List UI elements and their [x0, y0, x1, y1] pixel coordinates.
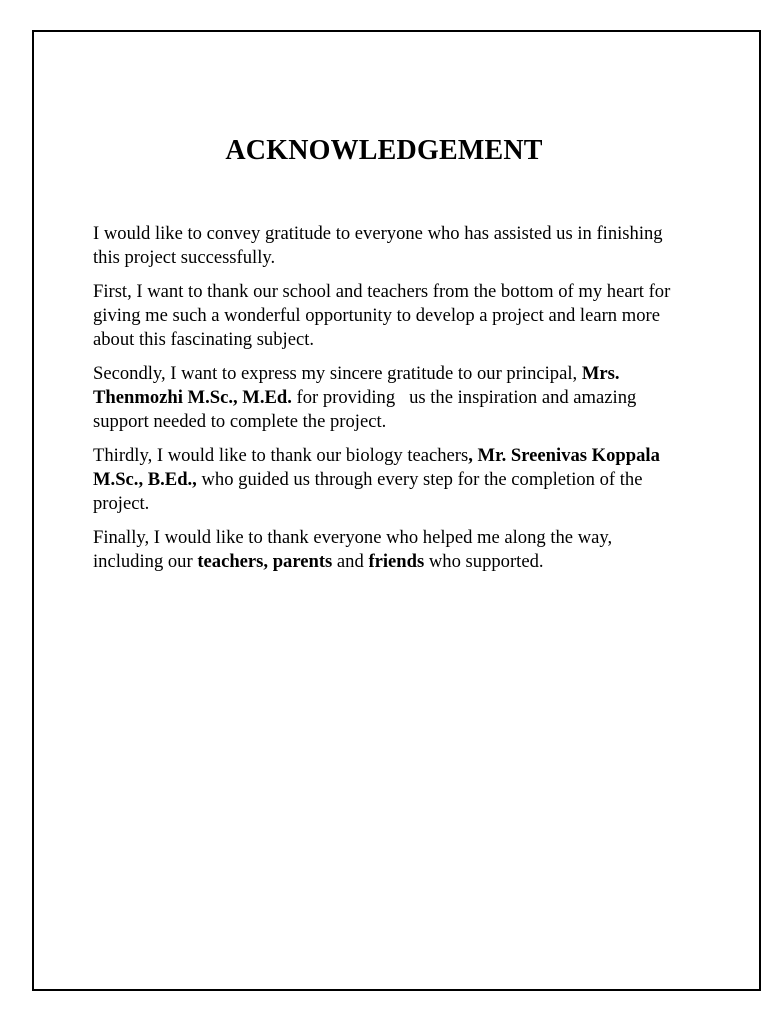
- paragraph-1-text: I would like to convey gratitude to everyone who has assisted us in finishing this project successfully.: [93, 223, 663, 268]
- paragraph-5-text-end: who supported.: [424, 551, 544, 572]
- paragraph-4-text-end: who guided us through every step for the completion of the project.: [93, 469, 643, 514]
- paragraph-4-text-start: Thirdly, I would like to thank our biology teachers: [93, 445, 469, 466]
- paragraph-5: [93, 526, 678, 574]
- friends-bold: friends: [368, 551, 425, 572]
- page-title: ACKNOWLEDGEMENT: [225, 135, 543, 166]
- paragraph-2: [93, 280, 678, 352]
- paragraph-1: [93, 222, 678, 270]
- teachers-parents-bold: teachers, parents: [197, 551, 333, 572]
- acknowledgement-body: [93, 222, 678, 584]
- principal-name: Mrs. Thenmozhi M.Sc., M.Ed.: [93, 363, 620, 408]
- paragraph-5-text-and: and: [332, 551, 369, 572]
- paragraph-3: [93, 362, 678, 434]
- paragraph-3-text-start: Secondly, I want to express my sincere gratitude to our principal,: [93, 363, 582, 384]
- paragraph-2-text: First, I want to thank our school and teachers from the bottom of my heart for giving me such a wonderful opportunity to develop a project and learn more about this fascinating subject.: [93, 281, 671, 350]
- paragraph-5-text-start: Finally, I would like to thank everyone who helped me along the way, including our: [93, 527, 613, 572]
- paragraph-4: [93, 444, 678, 516]
- paragraph-3-text-end: for providing us the inspiration and amazing support needed to complete the project.: [93, 387, 637, 432]
- teacher-name: , Mr. Sreenivas Koppala M.Sc., B.Ed.,: [93, 445, 660, 490]
